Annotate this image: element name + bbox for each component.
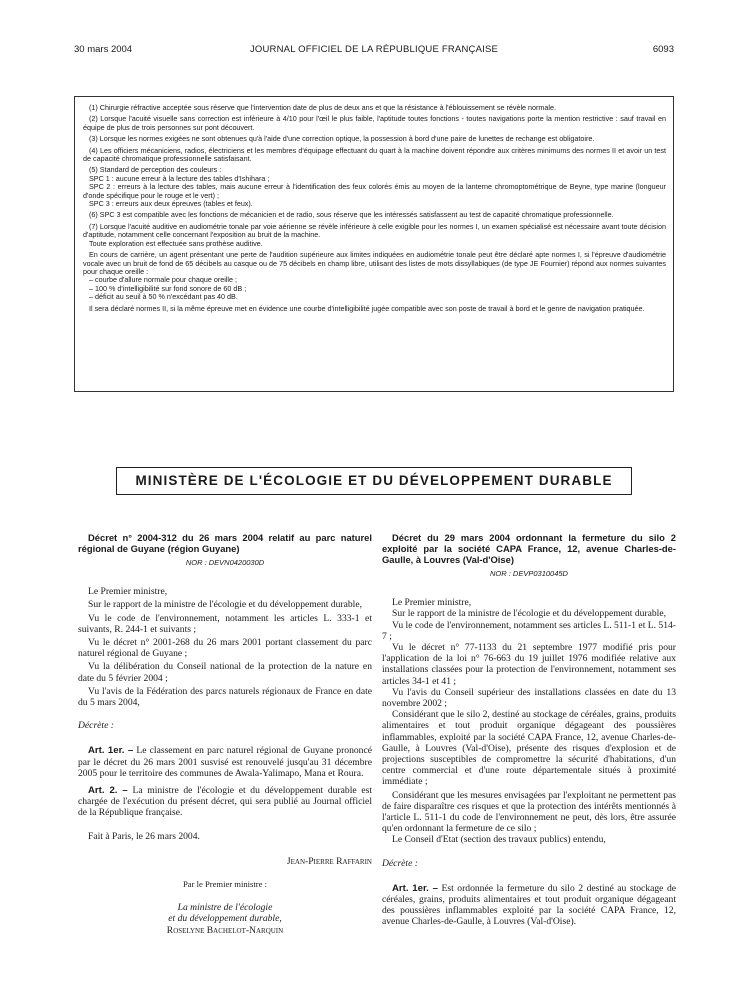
decree-right-nor: NOR : DEVP0310045D [490,569,568,578]
note-spc1: SPC 1 : aucune erreur à la lecture des tables d'Ishihara ; [89,173,270,183]
note-spc3: SPC 3 : erreurs aux deux épreuves (tables et feux). [89,199,253,209]
visa-avis: Vu l'avis de la Fédération des parcs naturels régionaux de France en date du 5 mars 2004, [78,685,372,709]
note-4: (4) Les officiers mécaniciens, radios, électriciens et les membres d'équipage effectuant du quart à la machine doivent répondre aux critères minimums des normes II et avoir un test de capacité chromatique professionnelle satisfaisant. [83,145,666,164]
par-premier-ministre: Par le Premier ministre : [182,879,267,890]
note-5: (5) Standard de perception des couleurs : [89,165,222,175]
visa-code: Vu le code de l'environnement, notamment les articles L. 333-1 et suivants, R. 244-1 et suivants ; [78,612,372,635]
decrete-heading: Décrète : [78,720,114,732]
note-normes-ii: Il sera déclaré normes II, si la même épreuve met en évidence une courbe d'intelligibilité jugée compatible avec son poste de travail à bord et le genre de navigation pratiquée. [89,303,645,313]
premier-ministre: Le Premier ministre, [88,586,168,598]
footnotes-box [74,96,674,392]
visa-rapport: Sur le rapport de la ministre de l'écologie et du développement durable, [88,599,362,611]
visa-avis: Vu l'avis du Conseil supérieur des installations classées en date du 13 novembre 2002 ; [382,686,676,710]
note-spc2: SPC 2 : erreurs à la lecture des tables, mais aucune erreur à l'identification des feux colorés émis au moyen de la lanterne chromoptométrique de Beyne, type marine (longueur d'onde spécifique pour le rouge et le vert) ; [83,182,666,200]
note-3: (3) Lorsque les normes exigées ne sont obtenues qu'à l'aide d'une correction optique, la possession à bord d'une paire de lunettes de rechange est obligatoire. [89,134,595,144]
visa-deliberation: Vu la délibération du Conseil national de la protection de la nature en date du 5 février 2004 ; [78,661,372,684]
article-2: Art. 2. – La ministre de l'écologie et du développement durable est chargée de l'exécution du présent décret, qui sera publié au Journal officiel de la République française. [78,785,372,819]
note-item-2: – 100 % d'intelligibilité sur fond sonore de 60 dB ; [89,283,247,293]
note-7: (7) Lorsque l'acuité auditive en audiométrie tonale par voie aérienne se révèle inférieure à celle exigible pour les normes I, un examen spécialisé est nécessaire avant toute décision d'aptitude, notamment celle concernant l'exposition au bruit de la machine. [83,221,666,240]
note-6: (6) SPC 3 est compatible avec les fonctions de mécanicien et de radio, sous réserve que les intéressés satisfassent au test de capacité chromatique professionnelle. [89,210,614,220]
minister-title-2: et du développement durable, [168,913,282,925]
visa-code: Vu le code de l'environnement, notamment ses articles L. 511-1 et L. 514-7 ; [382,619,676,642]
decrete-heading: Décrète : [382,857,418,869]
page-number: 6093 [652,44,674,55]
decree-left-column [78,532,372,936]
note-item-1: – courbe d'allure normale pour chaque oreille ; [89,275,238,285]
decree-left-nor: NOR : DEVN0420030D [185,558,265,567]
article-1: Art. 1er. – Est ordonnée la fermeture du silo 2 destiné au stockage de céréales, grains, produits alimentaires et tout produit organique dégageant des poussières inflammables exploité par la société CAPA France, 12, avenue Charles-de-Gaulle, à Louvres (Val-d'Oise). [382,882,677,928]
issue-date: 30 mars 2004 [74,44,133,55]
note-item-3: – déficit au seuil à 50 % n'excédant pas 40 dB. [89,292,238,302]
conseil-etat: Le Conseil d'Etat (section des travaux publics) entendu, [392,834,606,846]
ministry-banner [116,467,632,495]
minister-title-1: La ministre de l'écologie [177,902,273,914]
note-7-exploration: Toute exploration est effectuée sans prothèse auditive. [89,238,263,248]
premier-ministre: Le Premier ministre, [392,597,472,609]
considerant-2: Considérant que les mesures envisagées par l'exploitant ne permettent pas de faire disparaître ces risques et que la protection des intérêts mentionnés à l'article L. 511-1 du code de l'environnement ne peut, dès lors, être assurée qu'en ordonnant la fermeture de ce silo ; [382,789,676,835]
decree-left-title: Décret n° 2004-312 du 26 mars 2004 relatif au parc naturel régional de Guyane (région Guyane) [78,532,372,554]
journal-title: JOURNAL OFFICIEL DE LA RÉPUBLIQUE FRANÇAISE [249,44,499,55]
page-header [74,44,674,58]
visa-rapport: Sur le rapport de la ministre de l'écologie et du développement durable, [392,608,666,620]
article-1: Art. 1er. – Le classement en parc naturel régional de Guyane prononcé par le décret du 26 mars 2001 susvisé est renouvelé jusqu'au 31 décembre 2005 pour le territoire des communes de Awala-Yalimapo, Mana et Roura. [78,745,372,779]
note-2: (2) Lorsque l'acuité visuelle sans correction est inférieure à 4/10 pour l'œil le plus faible, l'aptitude toutes fonctions - toutes navigations porte la mention restrictive : sauf travail en équipe de plus de trois personnes sur pont découvert. [83,114,666,132]
decree-right-column [382,532,676,928]
note-career: En cours de carrière, un agent présentant une perte de l'audition supérieure aux limites indiquées en audiométrie tonale peut être déclaré apte normes I, si l'épreuve d'audiométrie vocale avec un bruit de fond de 65 décibels au casque ou de 75 décibels en champ libre, utilisant des listes de mots dissyllabiques (de type JE Fournier) répond aux normes suivantes pour chaque oreille : [83,250,666,276]
decree-right-title: Décret du 29 mars 2004 ordonnant la fermeture du silo 2 exploité par la société CAPA France, 12, avenue Charles-de-Gaulle, à Louvres (Val-d'Oise) [382,532,676,565]
visa-decret: Vu le décret n° 2001-268 du 26 mars 2001 portant classement du parc naturel régional de Guyane ; [78,637,372,660]
signature-date: Fait à Paris, le 26 mars 2004. [88,830,200,842]
visa-decret: Vu le décret n° 77-1133 du 21 septembre 1977 modifié pris pour l'application de la loi n° 76-663 du 19 juillet 1976 modifiée relative aux installations classées pour la protection de l'environnement, notamment ses articles 34-1 et 41 ; [382,642,676,687]
minister-name: Roselyne Bachelot-Narquin [166,924,284,936]
note-1: (1) Chirurgie réfractive acceptée sous réserve que l'intervention date de plus de deux ans et que la résistance à l'éblouissement se révèle normale. [89,103,556,112]
signer-name: Jean-Pierre Raffarin [286,855,372,867]
ministry-title: MINISTÈRE DE L'ÉCOLOGIE ET DU DÉVELOPPEMENT DURABLE [135,473,613,488]
considerant-1: Considérant que le silo 2, destiné au stockage de céréales, grains, produits alimentaires et tout produit organique dégageant des poussières inflammables, exploité par la société CAPA France, 12, avenue Charles-de-Gaulle, à Louvres (Val-d'Oise), présente des risques d'explosion et de projections susceptibles de compromettre la sécurité d'habitations, d'un centre commercial et d'une route départementale situés à proximité immédiate ; [382,709,676,788]
